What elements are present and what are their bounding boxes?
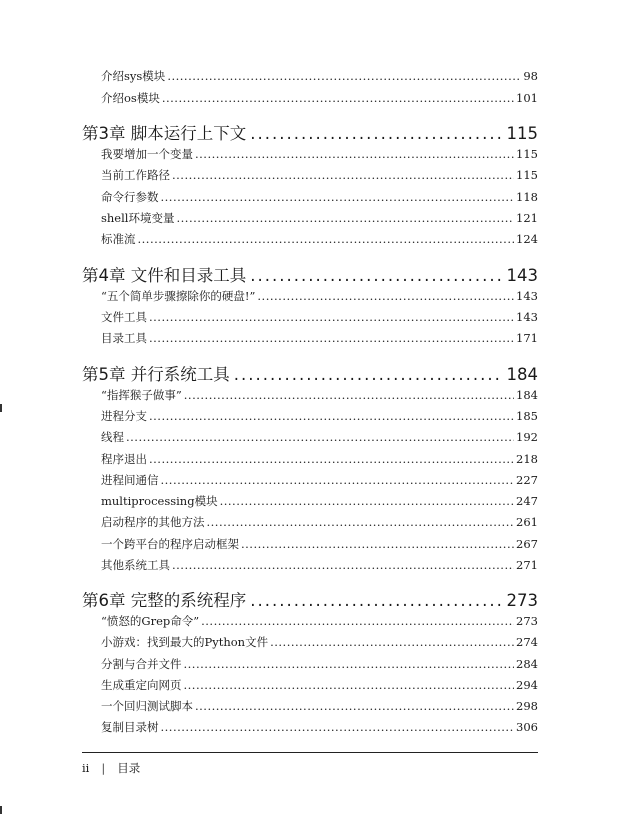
page-number: 294 — [516, 678, 538, 692]
dot-leader — [184, 657, 515, 671]
footer-page-number: ii — [82, 761, 90, 775]
toc-entry — [101, 309, 538, 325]
toc-entry — [101, 167, 538, 183]
dot-leader — [176, 211, 514, 225]
page-number: 115 — [516, 168, 538, 182]
toc-entry — [101, 493, 538, 509]
dot-leader — [257, 289, 514, 303]
page-number: 143 — [516, 289, 538, 303]
toc-entry — [101, 557, 538, 573]
dot-leader — [161, 190, 515, 204]
footer-rule — [82, 752, 538, 753]
dot-leader — [207, 515, 515, 529]
toc-entry — [101, 288, 538, 304]
dot-leader — [172, 168, 514, 182]
dot-leader — [270, 635, 514, 649]
page-number: 247 — [516, 494, 538, 508]
page-number: 267 — [516, 537, 538, 551]
entry-title: 启动程序的其他方法 — [101, 515, 205, 529]
dot-leader — [184, 388, 514, 402]
toc-entry — [101, 68, 538, 84]
dot-leader — [161, 720, 515, 734]
entry-title: 一个跨平台的程序启动框架 — [101, 537, 239, 551]
footer-separator: | — [101, 761, 106, 775]
entry-title: 复制目录树 — [101, 720, 159, 734]
page-number: 118 — [516, 190, 538, 204]
toc-entry — [101, 613, 538, 629]
dot-leader — [167, 69, 521, 83]
entry-title: 其他系统工具 — [101, 558, 170, 572]
scan-edge-mark — [0, 404, 2, 412]
toc-chapter — [82, 120, 538, 142]
page-number: 185 — [516, 409, 538, 423]
dot-leader — [234, 365, 503, 384]
entry-title: “愤怒的Grep命令” — [101, 614, 200, 628]
page-number: 192 — [516, 430, 538, 444]
toc-entry — [101, 429, 538, 445]
dot-leader — [172, 558, 514, 572]
dot-leader — [250, 266, 502, 285]
entry-title: 文件工具 — [101, 310, 147, 324]
entry-title: shell环境变量 — [101, 211, 175, 225]
toc-entry — [101, 231, 538, 247]
page-number: 143 — [516, 310, 538, 324]
entry-title: multiprocessing模块 — [101, 494, 218, 508]
page-number: 271 — [516, 558, 538, 572]
dot-leader — [195, 699, 514, 713]
entry-title: 介绍os模块 — [101, 91, 160, 105]
dot-leader — [220, 494, 514, 508]
dot-leader — [126, 430, 514, 444]
toc-chapter — [82, 262, 538, 284]
toc-entry — [101, 698, 538, 714]
page-number: 273 — [506, 591, 538, 610]
toc-entry — [101, 387, 538, 403]
dot-leader — [162, 91, 514, 105]
page-number: 98 — [523, 69, 538, 83]
entry-title: 进程间通信 — [101, 473, 159, 487]
toc-entry — [101, 677, 538, 693]
entry-title: 线程 — [101, 430, 124, 444]
page-number: 101 — [516, 91, 538, 105]
dot-leader — [138, 232, 515, 246]
page-number: 124 — [516, 232, 538, 246]
entry-title: 标准流 — [101, 232, 136, 246]
entry-title: “指挥猴子做事” — [101, 388, 182, 402]
page-number: 115 — [506, 124, 538, 143]
toc-entry — [101, 656, 538, 672]
entry-title: 小游戏：找到最大的Python文件 — [101, 635, 269, 649]
page-number: 261 — [516, 515, 538, 529]
entry-title: “五个简单步骤擦除你的硬盘!” — [101, 289, 256, 303]
dot-leader — [195, 147, 514, 161]
page-number: 284 — [516, 657, 538, 671]
dot-leader — [149, 331, 514, 345]
page-number: 115 — [516, 147, 538, 161]
dot-leader — [149, 409, 514, 423]
entry-title: 介绍sys模块 — [101, 69, 166, 83]
dot-leader — [241, 537, 514, 551]
scan-edge-mark — [0, 806, 2, 814]
entry-title: 分割与合并文件 — [101, 657, 182, 671]
entry-title: 我要增加一个变量 — [101, 147, 193, 161]
page-number: 306 — [516, 720, 538, 734]
dot-leader — [149, 310, 514, 324]
toc-entry — [101, 189, 538, 205]
entry-title: 命令行参数 — [101, 190, 159, 204]
chapter-title: 第6章 完整的系统程序 — [82, 591, 247, 610]
toc-entry — [101, 146, 538, 162]
entry-title: 生成重定向网页 — [101, 678, 182, 692]
entry-title: 一个回归测试脚本 — [101, 699, 193, 713]
chapter-title: 第5章 并行系统工具 — [82, 365, 230, 384]
toc-entry — [101, 719, 538, 735]
dot-leader — [149, 452, 514, 466]
page-number: 273 — [516, 614, 538, 628]
dot-leader — [161, 473, 515, 487]
entry-title: 当前工作路径 — [101, 168, 170, 182]
entry-title: 程序退出 — [101, 452, 147, 466]
toc-entry — [101, 634, 538, 650]
footer-section-title: 目录 — [117, 761, 141, 775]
page-number: 184 — [516, 388, 538, 402]
dot-leader — [201, 614, 514, 628]
toc-entry — [101, 90, 538, 106]
toc-entry — [101, 536, 538, 552]
chapter-title: 第4章 文件和目录工具 — [82, 266, 247, 285]
dot-leader — [184, 678, 515, 692]
page-number: 143 — [506, 266, 538, 285]
toc-entry — [101, 514, 538, 530]
page-number: 184 — [506, 365, 538, 384]
page-number: 171 — [516, 331, 538, 345]
toc-chapter — [82, 587, 538, 609]
page-number: 274 — [516, 635, 538, 649]
toc-entry — [101, 210, 538, 226]
dot-leader — [250, 591, 502, 610]
toc-entry — [101, 472, 538, 488]
page-number: 121 — [516, 211, 538, 225]
chapter-title: 第3章 脚本运行上下文 — [82, 124, 247, 143]
toc-chapter — [82, 361, 538, 383]
dot-leader — [250, 124, 502, 143]
entry-title: 目录工具 — [101, 331, 147, 345]
page-number: 218 — [516, 452, 538, 466]
entry-title: 进程分支 — [101, 409, 147, 423]
toc-entry — [101, 330, 538, 346]
toc-entry — [101, 408, 538, 424]
toc-entry — [101, 451, 538, 467]
page-number: 298 — [516, 699, 538, 713]
page-footer — [82, 760, 140, 776]
page-number: 227 — [516, 473, 538, 487]
